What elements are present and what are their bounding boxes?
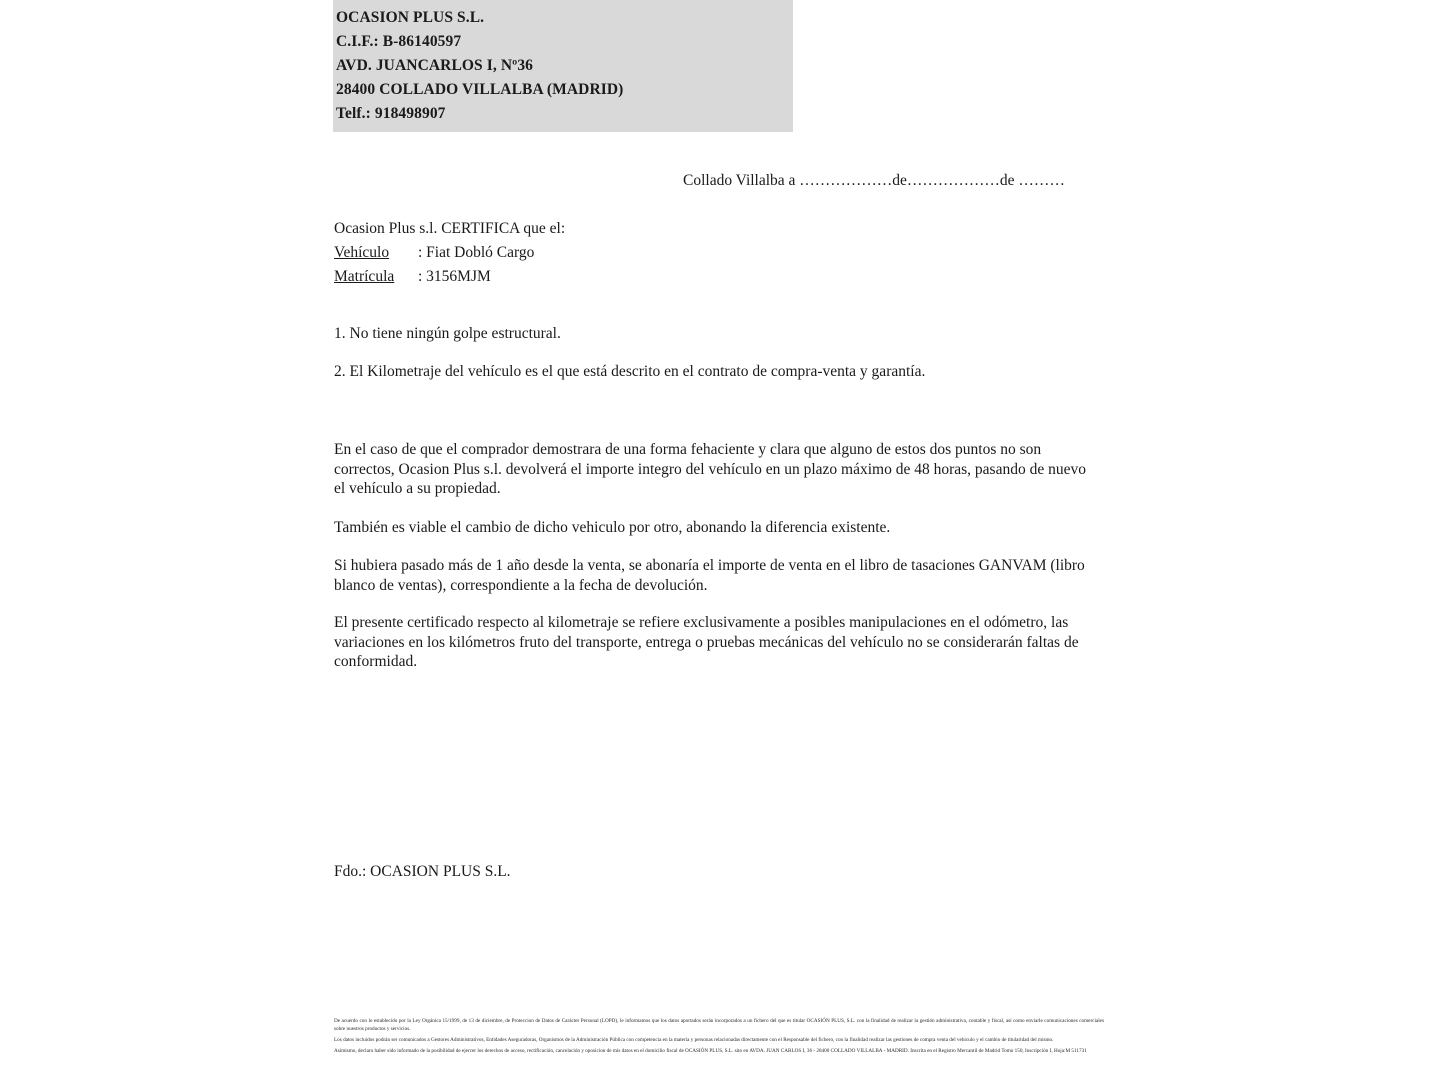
- paragraph-ganvam: Si hubiera pasado más de 1 año desde la venta, se abonaría el importe de venta en el libro de tasaciones GANVAM (libro blanco de ventas), correspondiente a la fecha de devolución.: [334, 557, 1085, 594]
- company-name: OCASION PLUS S.L.: [336, 9, 485, 26]
- vehicle-value: : Fiat Dobló Cargo: [418, 244, 535, 261]
- signature-line: Fdo.: OCASION PLUS S.L.: [334, 863, 511, 880]
- point-two: 2. El Kilometraje del vehículo es el que está descrito en el contrato de compra-venta y garantía.: [334, 363, 926, 380]
- plate-row: [334, 265, 565, 289]
- plate-label: Matrícula: [334, 268, 395, 285]
- legal-footer: [334, 1018, 1104, 1055]
- letterhead-block: [333, 0, 793, 132]
- date-line: Collado Villalba a ………………de………………de ………: [683, 172, 1065, 189]
- paragraph-exchange: También es viable el cambio de dicho vehiculo por otro, abonando la diferencia existente.: [334, 519, 891, 536]
- company-phone: Telf.: 918498907: [336, 105, 446, 122]
- point-one: 1. No tiene ningún golpe estructural.: [334, 325, 561, 342]
- vehicle-label: Vehículo: [334, 244, 390, 261]
- legal-paragraph-3: Asimismo, declaro haber sido informado de la posibilidad de ejercer los derechos de acceso, rectificación, cancelación y oposicion de mis datos en el domicilio fiscal de OCASIÓN PLUS, S.L. sito en AVDA. JUAN CARLOS I, 36 - 28400 COLLADO VILLALBA - MADRID. Inscrita en el Registro Mercantil de Madrid Tomo 150, Inscripción I, Hoja:M 511731: [334, 1047, 1087, 1054]
- certification-block: [334, 217, 565, 289]
- legal-paragraph-2: Los datos incluidos podrán ser comunicados a Gestores Administrativos, Entidades Aseguradoras, Organismos de la Administración Pública con competencia en la materia y personas relacionadas directamente con el Responsable del fichero, con la finalidad realizar las gestiones de compra venta del vehiculo y el cambio de titularidad del mismo.: [334, 1036, 1054, 1043]
- company-city: 28400 COLLADO VILLALBA (MADRID): [336, 81, 624, 98]
- paragraph-refund: En el caso de que el comprador demostrara de una forma fehaciente y clara que alguno de estos dos puntos no son correctos, Ocasion Plus s.l. devolverá el importe integro del vehículo en un plazo máximo de 48 horas, pasando de nuevo el vehículo a su propiedad.: [334, 441, 1086, 497]
- company-cif: C.I.F.: B-86140597: [336, 33, 462, 50]
- plate-value: : 3156MJM: [418, 268, 491, 285]
- paragraph-odometer: El presente certificado respecto al kilometraje se refiere exclusivamente a posibles manipulaciones en el odómetro, las variaciones en los kilómetros fruto del transporte, entrega o pruebas mecánicas del vehículo no se considerarán faltas de conformidad.: [334, 614, 1079, 670]
- vehicle-row: [334, 241, 565, 265]
- certifies-intro: Ocasion Plus s.l. CERTIFICA que el:: [334, 220, 566, 237]
- legal-paragraph-1: De acuerdo con lo establecido por la Ley Orgánica 15/1999, de 13 de diciembre, de Proteccion de Datos de Carácter Personal (LOPD), le informamos que los datos aportados serán incorporados a un fichero del que es titular OCASIÓN PLUS, S.L. con la finalidad de realizar la gestión administrativa, contable y fiscal, así como enviarle comunicaciones comerciales sobre nuestros productos y servicios.: [334, 1018, 1104, 1032]
- company-address: AVD. JUANCARLOS I, Nº36: [336, 57, 534, 74]
